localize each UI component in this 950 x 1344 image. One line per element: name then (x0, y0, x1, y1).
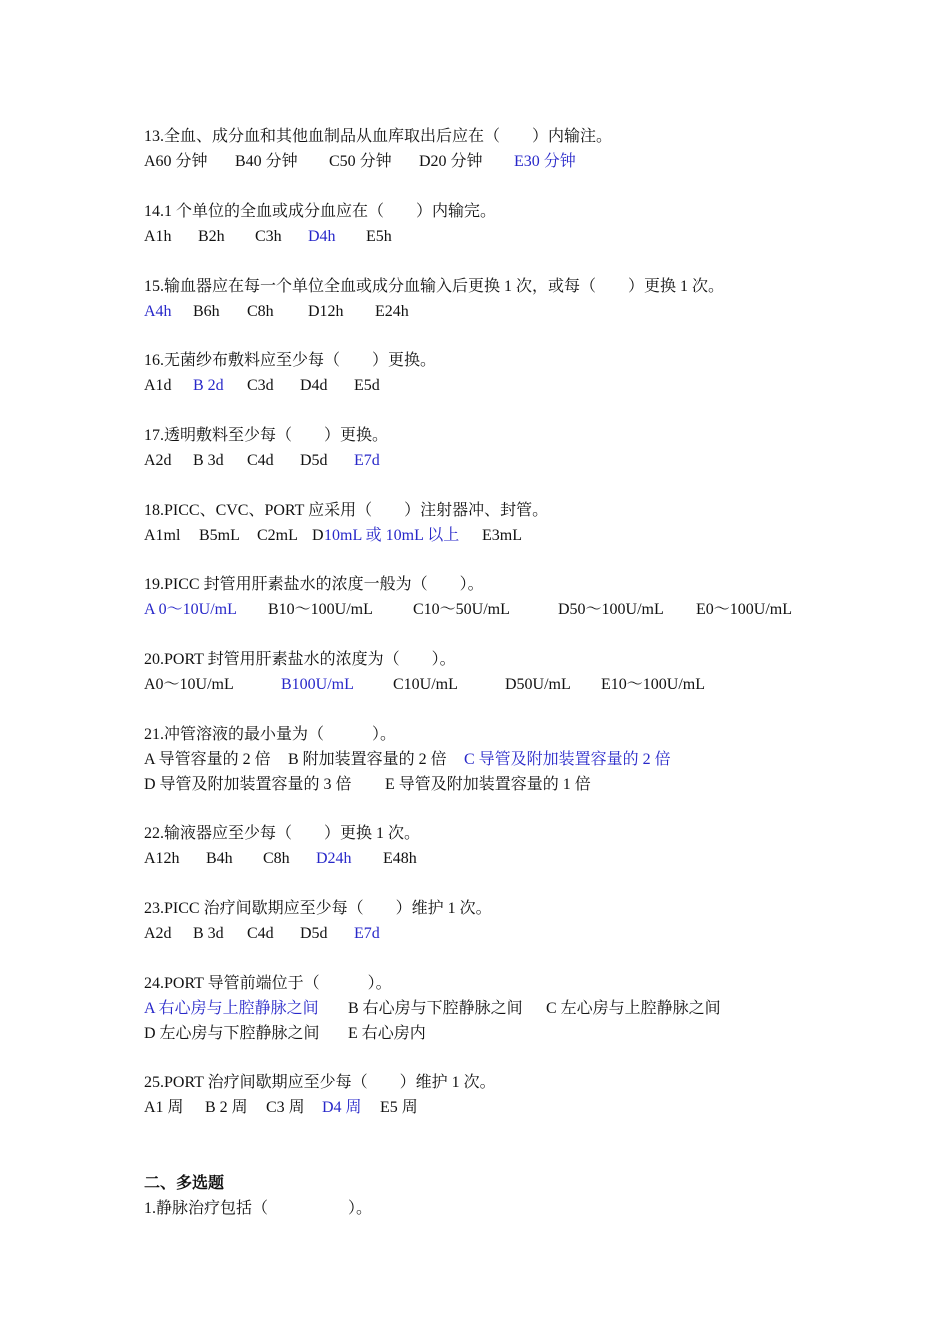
option: D (312, 527, 324, 544)
option: B5mL (199, 527, 240, 544)
answer-option: E7d (354, 452, 380, 469)
answer-option: D4 周 (322, 1099, 362, 1116)
option: C2mL (257, 527, 298, 544)
question-stem: 14.1 个单位的全血或成分血应在（ ）内输完。 (144, 203, 497, 220)
question-stem: 20.PORT 封管用肝素盐水的浓度为（ ）。 (144, 651, 456, 668)
option: A1 周 (144, 1099, 184, 1116)
option: E3mL (482, 527, 522, 544)
option: E5d (354, 377, 380, 394)
question-q24 (144, 971, 864, 1046)
question-stem: 13.全血、成分血和其他血制品从血库取出后应在（ ）内输注。 (144, 128, 613, 145)
option: B 2 周 (205, 1099, 248, 1116)
answer-option: B100U/mL (281, 676, 354, 693)
option: B2h (198, 228, 225, 245)
option: E24h (375, 303, 409, 320)
option: D 左心房与下腔静脉之间 (144, 1025, 320, 1042)
question-stem: 19.PICC 封管用肝素盐水的浓度一般为（ ）。 (144, 576, 484, 593)
option: D5d (300, 452, 328, 469)
option: C3h (255, 228, 282, 245)
question-stem: 15.输血器应在每一个单位全血或成分血输入后更换 1 次，或每（ ）更换 1 次。 (144, 278, 725, 295)
option-row (144, 448, 864, 473)
option: A0～10U/mL (144, 676, 234, 693)
option: E5h (366, 228, 392, 245)
option: B6h (193, 303, 220, 320)
question-q18 (144, 498, 864, 548)
question-q19 (144, 572, 864, 622)
option: E 右心房内 (348, 1025, 426, 1042)
option: E48h (383, 850, 417, 867)
question-stem: 16.无菌纱布敷料应至少每（ ）更换。 (144, 352, 437, 369)
option: E0～100U/mL (696, 601, 792, 618)
option-row (144, 1095, 864, 1120)
question-q17 (144, 423, 864, 473)
option-row (144, 772, 864, 797)
question-q20 (144, 647, 864, 697)
question-stem: 18.PICC、CVC、PORT 应采用（ ）注射器冲、封管。 (144, 502, 549, 519)
option-row (144, 1021, 864, 1046)
option: A1ml (144, 527, 181, 544)
option: A1d (144, 377, 172, 394)
option: C4d (247, 925, 274, 942)
option: E10～100U/mL (601, 676, 705, 693)
answer-option: A4h (144, 303, 172, 320)
question-stem: 22.输液器应至少每（ ）更换 1 次。 (144, 825, 421, 842)
option: E 导管及附加装置容量的 1 倍 (385, 776, 591, 793)
option-row (144, 996, 864, 1021)
option: C50 分钟 (329, 153, 392, 170)
question-stem: 23.PICC 治疗间歇期应至少每（ ）维护 1 次。 (144, 900, 492, 917)
section-heading: 二、多选题 (144, 1175, 225, 1192)
answer-option: D4h (308, 228, 336, 245)
option-row (144, 672, 864, 697)
option: A60 分钟 (144, 153, 208, 170)
option: D5d (300, 925, 328, 942)
option-row (144, 149, 864, 174)
option: C3 周 (266, 1099, 305, 1116)
option: B 附加装置容量的 2 倍 (288, 751, 447, 768)
option: D 导管及附加装置容量的 3 倍 (144, 776, 352, 793)
option: D12h (308, 303, 344, 320)
question-q23 (144, 896, 864, 946)
option: A2d (144, 452, 172, 469)
question-q21 (144, 722, 864, 797)
option: B10～100U/mL (268, 601, 373, 618)
option: E5 周 (380, 1099, 418, 1116)
question-stem: 17.透明敷料至少每（ ）更换。 (144, 427, 389, 444)
option: C4d (247, 452, 274, 469)
option-row (144, 299, 864, 324)
option: A12h (144, 850, 180, 867)
question-q15 (144, 274, 864, 324)
option: C 左心房与上腔静脉之间 (546, 1000, 721, 1017)
option: B 右心房与下腔静脉之间 (348, 1000, 523, 1017)
option: B40 分钟 (235, 153, 298, 170)
option: B4h (206, 850, 233, 867)
question-q16 (144, 348, 864, 398)
section-multiple-choice (144, 1171, 864, 1221)
answer-option: A 0～10U/mL (144, 601, 237, 618)
option-row (144, 747, 864, 772)
answer-option: C 导管及附加装置容量的 2 倍 (464, 751, 671, 768)
question-q22 (144, 821, 864, 871)
question-stem: 24.PORT 导管前端位于（ ）。 (144, 975, 392, 992)
option-row (144, 224, 864, 249)
option-row (144, 523, 864, 548)
option: C8h (247, 303, 274, 320)
option: D4d (300, 377, 328, 394)
option: A 导管容量的 2 倍 (144, 751, 271, 768)
question-stem: 1.静脉治疗包括（ ）。 (144, 1200, 373, 1217)
question-q25 (144, 1070, 864, 1120)
answer-option: 10mL 或 10mL 以上 (324, 527, 460, 544)
answer-option: B 2d (193, 377, 224, 394)
answer-option: D24h (316, 850, 352, 867)
option: D50U/mL (505, 676, 571, 693)
option-row (144, 921, 864, 946)
option: B 3d (193, 452, 224, 469)
answer-option: E30 分钟 (514, 153, 576, 170)
option: D20 分钟 (419, 153, 483, 170)
question-stem: 21.冲管溶液的最小量为（ ）。 (144, 726, 397, 743)
option: D50～100U/mL (558, 601, 664, 618)
question-q13 (144, 124, 864, 174)
option: C10～50U/mL (413, 601, 510, 618)
question-q14 (144, 199, 864, 249)
option-row (144, 846, 864, 871)
option: C3d (247, 377, 274, 394)
option: C8h (263, 850, 290, 867)
option: C10U/mL (393, 676, 458, 693)
option-row (144, 373, 864, 398)
option: A1h (144, 228, 172, 245)
option-row (144, 597, 864, 622)
option: B 3d (193, 925, 224, 942)
answer-option: E7d (354, 925, 380, 942)
question-stem: 25.PORT 治疗间歇期应至少每（ ）维护 1 次。 (144, 1074, 496, 1091)
answer-option: A 右心房与上腔静脉之间 (144, 1000, 319, 1017)
option: A2d (144, 925, 172, 942)
